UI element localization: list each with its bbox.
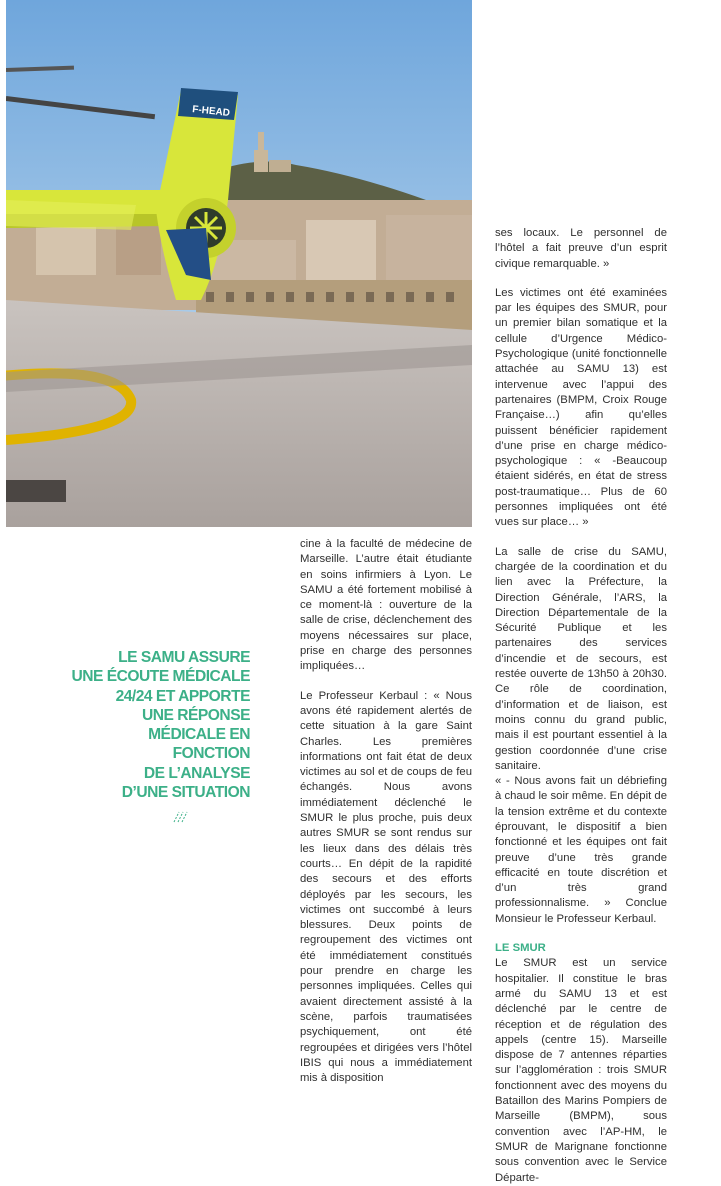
article-column-right xyxy=(495,226,667,1186)
article-paragraph: Le SMUR est un service hospitalier. Il constitue le bras armé du SAMU 13 et est déclenché par le centre de réception et de régulation des appels (centre 15). Marseille dispose de 7 antennes réparties sur l’agglomération : trois SMUR fonctionnent avec des moyens du Bataillon des Marins Pompiers de Marseille (BMPM), sous convention avec l’AP-HM, le SMUR de Marignane fonctionne sous convention avec le Service Départe- xyxy=(495,957,667,1184)
pull-quote-line: MÉDICALE EN xyxy=(148,726,250,744)
pull-quote-line: 24/24 ET APPORTE xyxy=(115,687,250,705)
pull-quote xyxy=(52,648,250,802)
helicopter-illustration xyxy=(6,0,472,527)
article-paragraph: Les victimes ont été examinées par les équipes des SMUR, pour un premier bilan somatique et la cellule d’Urgence Médico-Psychologique (unité fonctionnelle attachée au SAMU 13) est intervenue avec l’appui des partenaires (BMPM, Croix Rouge Française…) afin qu’elles puissent bénéficier rapidement d’une prise en charge médico-psychologique : « -Beaucoup étaient sidérés, en état de stress post-traumatique… Plus de 60 personnes impliquées ont été vues sur place… » xyxy=(495,286,667,529)
helicopter-photo xyxy=(6,0,472,527)
article-paragraph: Le Professeur Kerbaul : « Nous avons été rapidement alertés de cette situation à la gare Saint Charles. Les premières informations ont fait état de deux victimes au sol et de coups de feu échangés. Nous avons immédiatement déclenché le SMUR le plus proche, puis deux autres SMUR se sont rendus sur les lieux dans des délais très courts… En dépit de la rapidité des secours et des efforts déployés par les secours, les victimes ont succombé à leurs blessures. Deux points de regroupement des victimes ont été immédiatement constitués pour prendre en charge les personnes impliquées. Celles qui avaient directement assisté à la scène, parfois traumatisées psychiquement, ont été regroupées et dirigées vers l’hôtel IBIS qui nous a immédiatement mis à disposition xyxy=(300,689,472,1085)
article-paragraph: ses locaux. Le personnel de l’hôtel a fait preuve d’un esprit civique remarquable. » xyxy=(495,227,667,270)
article-paragraph: « - Nous avons fait un débriefing à chaud le soir même. En dépit de la tension extrême et du contexte éprouvant, le dispositif a bien fonctionné et les équipes ont fait preuve d’une très grande efficacité en toute discrétion et d’un très grand professionnalisme. » Conclue Monsieur le Professeur Kerbaul. xyxy=(495,775,667,925)
tail-registration: F-HEAD xyxy=(191,104,231,119)
pull-quote-line: UNE ÉCOUTE MÉDICALE xyxy=(71,668,250,686)
section-heading-smur: LE SMUR xyxy=(495,942,546,955)
article-paragraph: La salle de crise du SAMU, chargée de la coordination et du lien avec la Préfecture, la Direction Générale, l’ARS, la Direction Départementale de la Sécurité Publique et les partenaires des services d’incendie et de secours, est restée ouverte de 13h50 à 20h30. Ce rôle de coordination, d’information et de liaison, est moins connu du grand public, mais il est pourtant essentiel à la gestion coordonnée d’une crise sanitaire. xyxy=(495,545,667,772)
pull-quote-line: LE SAMU ASSURE xyxy=(118,649,250,666)
pull-quote-line: UNE RÉPONSE xyxy=(141,706,250,724)
pull-quote-line: FONCTION xyxy=(172,745,250,763)
article-column-middle xyxy=(300,537,472,1086)
pull-quote-line: D’UNE SITUATION xyxy=(121,784,250,802)
pull-quote-line: DE L’ANALYSE xyxy=(143,764,250,782)
article-paragraph: cine à la faculté de médecine de Marseille. L’autre était étudiante en soins infirmiers à Lyon. Le SAMU a été fortement mobilisé à ce moment-là : ouverture de la salle de crise, déclenchement des moyens nécessaires sur place, prise en charge des personnes impliquées… xyxy=(300,538,472,673)
quote-mark-icon xyxy=(172,808,192,824)
